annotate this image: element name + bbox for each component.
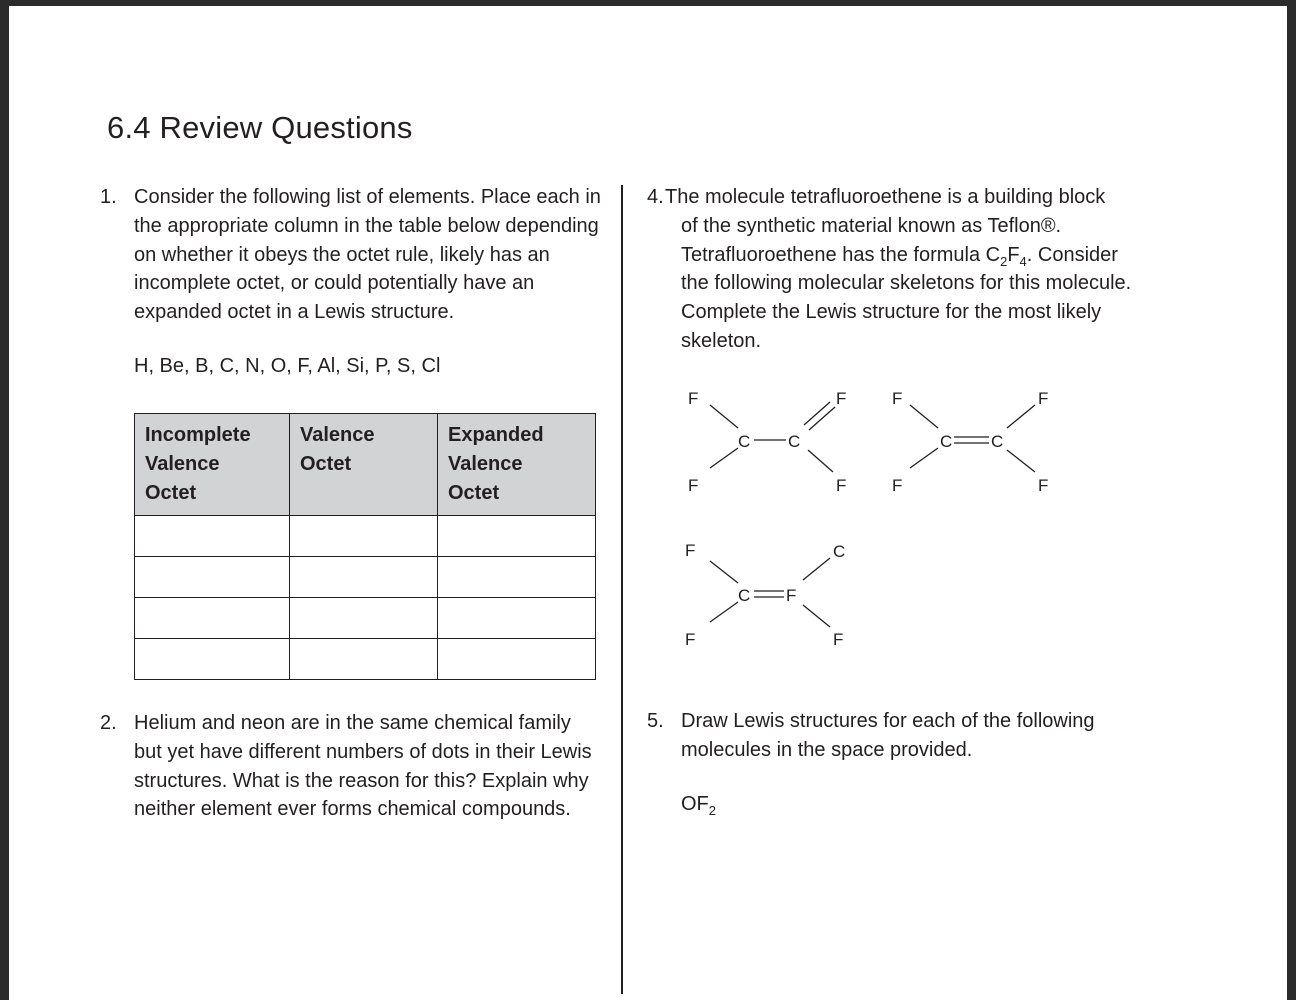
header-line: Incomplete (145, 424, 251, 446)
page-title: 6.4 Review Questions (107, 110, 413, 145)
header-line: Octet (145, 481, 197, 504)
question-text: Helium and neon are in the same chemical family but yet have different numbers of dots in their Lewis structures. What is the reason for this? Explain why neither element ever forms chemical compounds. (134, 712, 592, 821)
atom-label: F (892, 389, 903, 408)
atom-label: F (685, 541, 696, 560)
question-number: 5. (647, 710, 664, 732)
atom-label: F (688, 389, 699, 408)
atom-label: F (688, 476, 699, 495)
formula-subscript: 4 (1019, 253, 1027, 269)
atom-label: C (833, 542, 846, 561)
formula-text: F (1007, 243, 1020, 266)
bond-line (910, 448, 938, 468)
question-number: 2. (100, 712, 117, 734)
atom-label: C (738, 432, 751, 451)
bond-line (710, 405, 738, 428)
bond-line (803, 558, 830, 580)
question-line: the following molecular skeletons for this molecule. (681, 272, 1132, 295)
question-line: skeleton. (681, 329, 762, 352)
bond-line (710, 448, 738, 468)
bond-line (803, 605, 830, 627)
molecule-formula: OF (681, 793, 709, 815)
molecule-of2 (681, 793, 716, 816)
atom-label: C (940, 432, 953, 451)
atom-label: F (1038, 389, 1049, 408)
question-line: of the synthetic material known as Teflon®. (681, 214, 1062, 237)
header-line: Expanded (448, 424, 544, 446)
atom-label: F (786, 586, 797, 605)
atom-label: F (833, 630, 844, 649)
atom-label: C (788, 432, 801, 451)
header-line: Valence (448, 452, 523, 475)
question-number: 4. (647, 186, 664, 208)
bond-line (808, 450, 833, 472)
formula-subscript: 2 (1000, 253, 1008, 269)
header-line: Valence (300, 424, 375, 446)
atom-label: F (892, 476, 903, 495)
question-number: 1. (100, 186, 117, 208)
bond-line (910, 405, 938, 428)
bond-line (710, 602, 738, 622)
bond-line (710, 561, 738, 583)
question-text: Draw Lewis structures for each of the following molecules in the space provided. (681, 710, 1095, 761)
atom-label: F (685, 630, 696, 649)
formula-text: Tetrafluoroethene has the formula C (681, 243, 1001, 266)
question-line: Complete the Lewis structure for the most likely (681, 301, 1102, 324)
atom-label: F (836, 389, 847, 408)
header-line: Valence (145, 452, 220, 475)
atom-label: F (836, 476, 847, 495)
header-line: Octet (300, 452, 352, 475)
question-line: The molecule tetrafluoroethene is a building block (665, 186, 1106, 208)
skeleton-3 (710, 558, 830, 627)
bond-line (1007, 405, 1035, 428)
bond-line (809, 407, 835, 430)
skeleton-2 (910, 405, 1035, 472)
question-text: Consider the following list of elements. Place each in the appropriate column in the table below depending on whether it obeys the octet rule, likely has an incomplete octet, or could potentially have an expanded octet in a Lewis structure. (134, 186, 601, 324)
formula-text: . Consider (1026, 243, 1118, 266)
atom-label: C (991, 432, 1004, 451)
atom-label: F (1038, 476, 1049, 495)
atom-label: C (738, 586, 751, 605)
skeleton-1 (710, 402, 835, 472)
header-line: Octet (448, 481, 500, 504)
element-list: H, Be, B, C, N, O, F, Al, Si, P, S, Cl (134, 355, 441, 377)
bond-line (1007, 450, 1035, 472)
bond-line (804, 402, 830, 425)
molecule-subscript: 2 (708, 803, 717, 818)
